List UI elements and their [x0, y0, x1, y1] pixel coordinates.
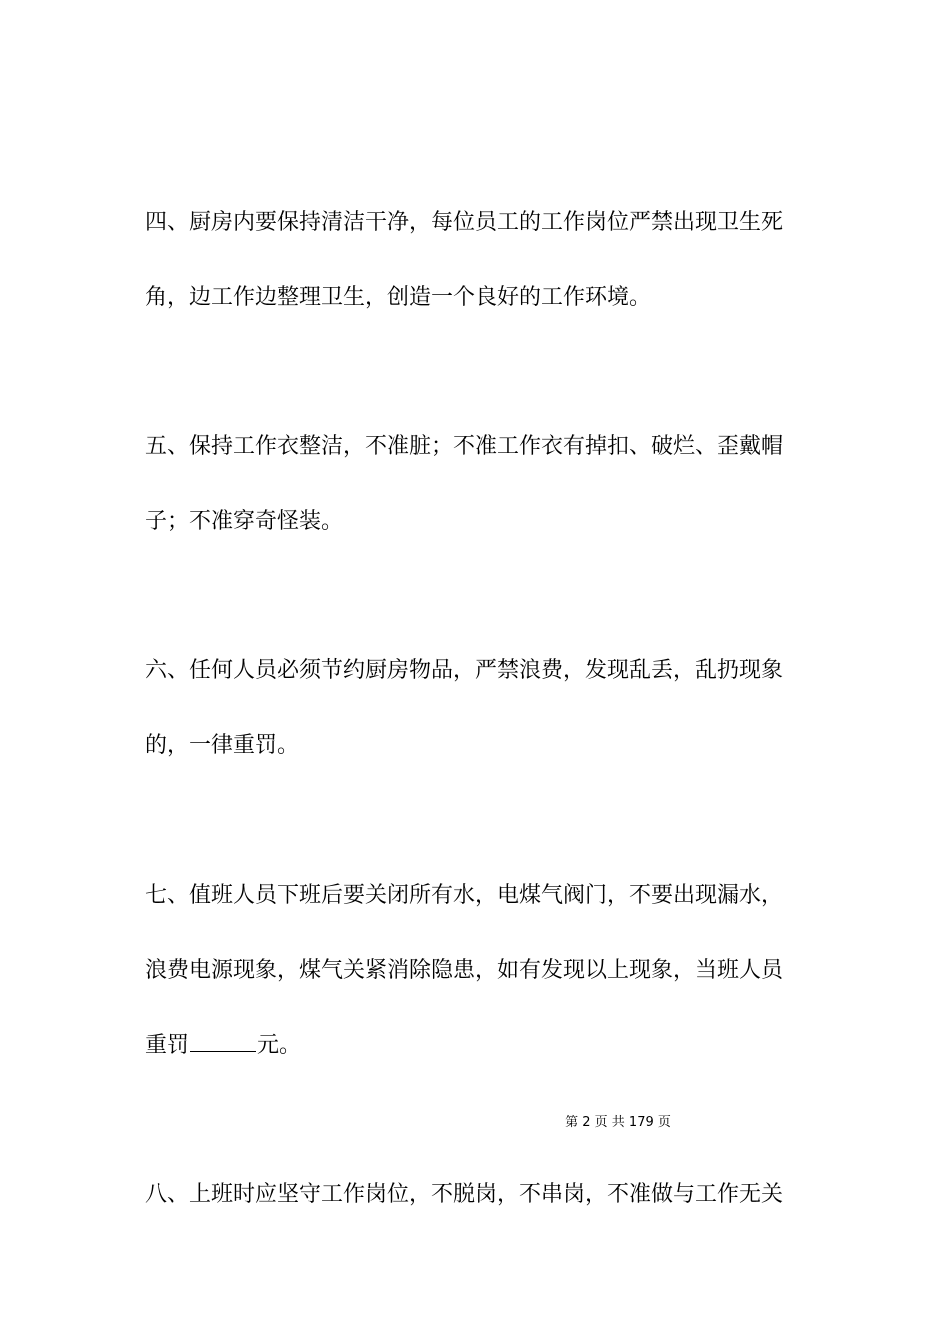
paragraph-8-line-1: 八、上班时应坚守工作岗位，不脱岗，不串岗，不准做与工作无关: [145, 1182, 784, 1207]
paragraph-4-line-1: 四、厨房内要保持清洁干净，每位员工的工作岗位严禁出现卫生死: [145, 210, 784, 235]
paragraph-7-line-3-start: 重罚: [145, 1033, 190, 1058]
paragraph-5-line-2: 子；不准穿奇怪装。: [145, 509, 344, 534]
paragraph-6-line-2: 的，一律重罚。: [145, 733, 300, 758]
paragraph-5-line-1: 五、保持工作衣整洁，不准脏；不准工作衣有掉扣、破烂、歪戴帽: [145, 434, 784, 459]
paragraph-7-line-3: [145, 1031, 815, 1061]
paragraph-7-line-3-end: 元。: [257, 1033, 302, 1058]
paragraph-7-line-1: 七、值班人员下班后要关闭所有水，电煤气阀门，不要出现漏水，: [145, 883, 784, 908]
fill-in-blank: [190, 1033, 256, 1052]
page-footer: 第 2 页 共 179 页: [565, 1115, 671, 1130]
paragraph-4-line-2: 角，边工作边整理卫生，创造一个良好的工作环境。: [145, 285, 652, 310]
paragraph-7-line-2: 浪费电源现象，煤气关紧消除隐患，如有发现以上现象，当班人员: [145, 958, 784, 983]
paragraph-6-line-1: 六、任何人员必须节约厨房物品，严禁浪费，发现乱丢，乱扔现象: [145, 658, 784, 683]
